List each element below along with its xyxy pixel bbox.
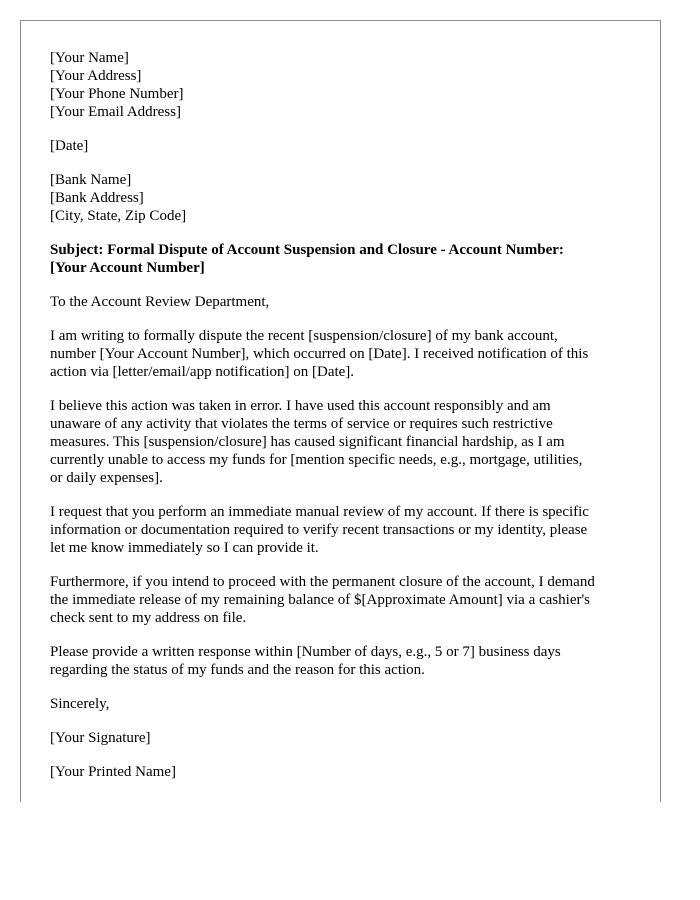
closing — [50, 695, 640, 713]
recipient-bank-address: [Bank Address] — [50, 190, 144, 206]
date-block — [50, 137, 640, 155]
letter-page — [20, 20, 661, 802]
sender-phone: [Your Phone Number] — [50, 86, 184, 102]
sender-address: [Your Address] — [50, 68, 142, 84]
paragraph-line: I believe this action was taken in error. I have used this account responsibly and am — [50, 398, 551, 414]
letter-content — [50, 49, 640, 797]
closing-text: Sincerely, — [50, 696, 110, 712]
sender-block — [50, 49, 640, 121]
signature-text: [Your Signature] — [50, 730, 151, 746]
paragraph-line: let me know immediately so I can provide it. — [50, 540, 319, 556]
sender-name: [Your Name] — [50, 50, 129, 66]
subject-line — [50, 241, 640, 277]
subject-line-2: [Your Account Number] — [50, 260, 205, 276]
salutation-text: To the Account Review Department, — [50, 294, 270, 310]
paragraph-line: Please provide a written response within [Number of days, e.g., 5 or 7] business days — [50, 644, 561, 660]
paragraph-line: measures. This [suspension/closure] has caused significant financial hardship, as I am — [50, 434, 565, 450]
printed-name-text: [Your Printed Name] — [50, 764, 176, 780]
body-paragraph-4 — [50, 573, 640, 627]
paragraph-line: unaware of any activity that violates the terms of service or requires such restrictive — [50, 416, 553, 432]
recipient-block — [50, 171, 640, 225]
body-paragraph-3 — [50, 503, 640, 557]
paragraph-line: check sent to my address on file. — [50, 610, 247, 626]
paragraph-line: I am writing to formally dispute the recent [suspension/closure] of my bank account, — [50, 328, 558, 344]
letter-date: [Date] — [50, 138, 89, 154]
paragraph-line: currently unable to access my funds for [mention specific needs, e.g., mortgage, utilities, — [50, 452, 583, 468]
salutation — [50, 293, 640, 311]
sender-email: [Your Email Address] — [50, 104, 181, 120]
paragraph-line: action via [letter/email/app notification] on [Date]. — [50, 364, 355, 380]
recipient-city-state-zip: [City, State, Zip Code] — [50, 208, 187, 224]
paragraph-line: number [Your Account Number], which occurred on [Date]. I received notification of this — [50, 346, 589, 362]
signature — [50, 729, 640, 747]
printed-name — [50, 763, 640, 781]
subject-line-1: Subject: Formal Dispute of Account Suspension and Closure - Account Number: — [50, 242, 564, 258]
body-paragraph-2 — [50, 397, 640, 487]
paragraph-line: regarding the status of my funds and the reason for this action. — [50, 662, 425, 678]
body-paragraph-5 — [50, 643, 640, 679]
paragraph-line: the immediate release of my remaining balance of $[Approximate Amount] via a cashier's — [50, 592, 591, 608]
paragraph-line: Furthermore, if you intend to proceed with the permanent closure of the account, I demand — [50, 574, 595, 590]
paragraph-line: or daily expenses]. — [50, 470, 163, 486]
recipient-bank-name: [Bank Name] — [50, 172, 132, 188]
paragraph-line: information or documentation required to verify recent transactions or my identity, please — [50, 522, 588, 538]
body-paragraph-1 — [50, 327, 640, 381]
paragraph-line: I request that you perform an immediate manual review of my account. If there is specific — [50, 504, 589, 520]
